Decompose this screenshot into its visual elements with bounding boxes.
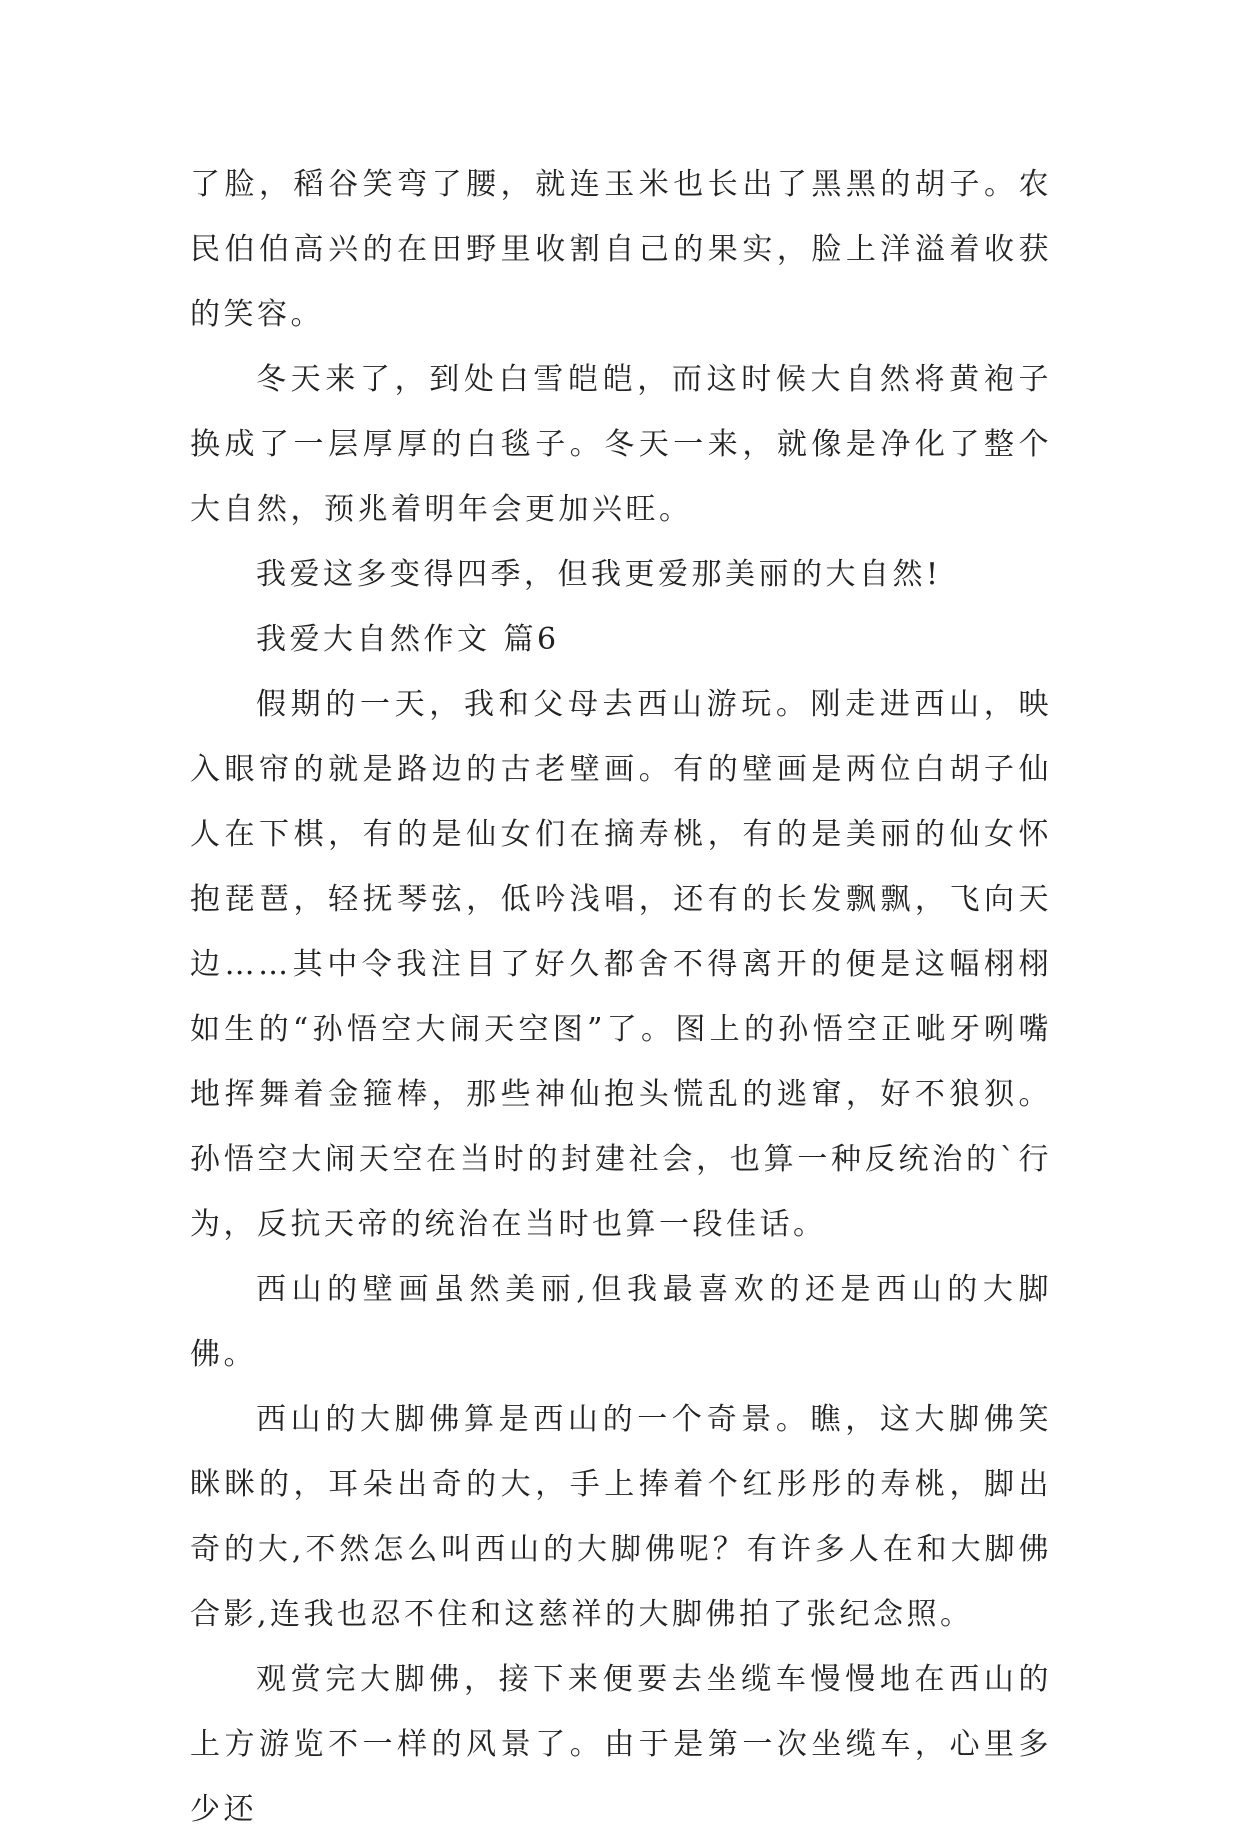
paragraph-big-foot-buddha: 西山的大脚佛算是西山的一个奇景。瞧，这大脚佛笑眯眯的，耳朵出奇的大，手上捧着个红彤彤的寿桃，脚出奇的大,不然怎么叫西山的大脚佛呢？有许多人在和大脚佛合影,连我也忍不住和这慈祥的大脚佛拍了张纪念照。 bbox=[190, 1402, 1052, 1632]
paragraph-autumn-end: 了脸，稻谷笑弯了腰，就连玉米也长出了黑黑的胡子。农民伯伯高兴的在田野里收割自己的果实，脸上洋溢着收获的笑容。 bbox=[190, 167, 1052, 332]
document-page bbox=[190, 152, 1052, 1842]
paragraph-love-seasons: 我爱这多变得四季，但我更爱那美丽的大自然! bbox=[256, 557, 942, 592]
paragraph-cable-car: 观赏完大脚佛，接下来便要去坐缆车慢慢地在西山的上方游览不一样的风景了。由于是第一次坐缆车，心里多少还 bbox=[190, 1662, 1052, 1827]
paragraph-winter: 冬天来了，到处白雪皑皑，而这时候大自然将黄袍子换成了一层厚厚的白毯子。冬天一来，就像是净化了整个大自然，预兆着明年会更加兴旺。 bbox=[190, 362, 1052, 527]
paragraph-favorite-buddha: 西山的壁画虽然美丽,但我最喜欢的还是西山的大脚佛。 bbox=[190, 1272, 1052, 1372]
section-heading: 我爱大自然作文 篇6 bbox=[256, 622, 560, 657]
paragraph-murals: 假期的一天，我和父母去西山游玩。刚走进西山，映入眼帘的就是路边的古老壁画。有的壁画是两位白胡子仙人在下棋，有的是仙女们在摘寿桃，有的是美丽的仙女怀抱琵琶，轻抚琴弦，低吟浅唱，还有的长发飘飘，飞向天边……其中令我注目了好久都舍不得离开的便是这幅栩栩如生的“孙悟空大闹天空图”了。图上的孙悟空正呲牙咧嘴地挥舞着金箍棒，那些神仙抱头慌乱的逃窜，好不狼狈。孙悟空大闹天空在当时的封建社会，也算一种反统治的`行为，反抗天帝的统治在当时也算一段佳话。 bbox=[190, 687, 1052, 1242]
